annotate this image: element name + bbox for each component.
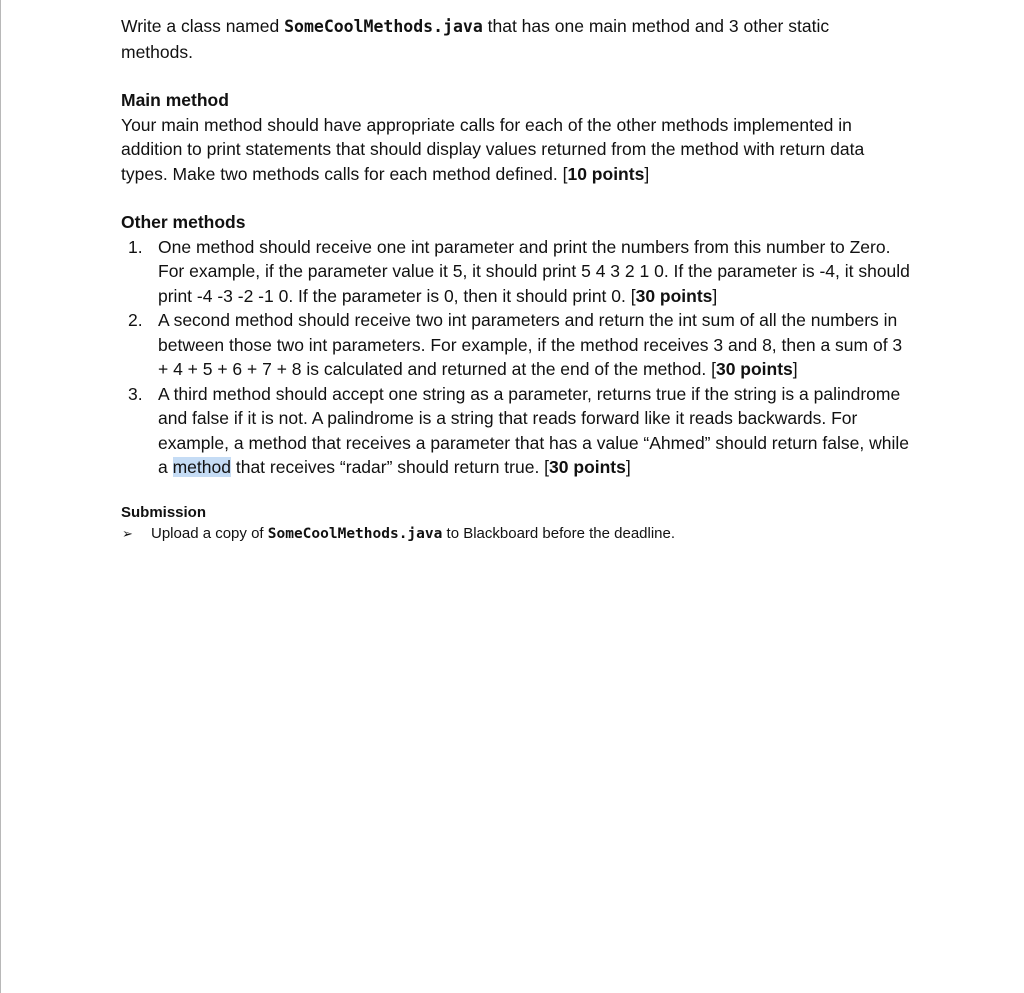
list-item-points: 30 points [635,285,713,306]
main-method-points: 10 points [567,163,645,184]
submission-prefix: Upload a copy of [151,524,268,542]
list-item-text: One method should receive one int parameter and print the numbers from this number to Zero. For example, if the parameter value it 5, it should print 5 4 3 2 1 0. If the parameter is -4, it should print -4 -3 -2 -1 0. If the parameter is 0, then it should print 0. [ [158,236,910,306]
list-item-number: 2. [128,310,143,330]
class-name: SomeCoolMethods.java [284,17,483,36]
submission-suffix: to Blackboard before the deadline. [442,524,676,542]
list-item-points: 30 points [715,359,793,379]
main-method-close: ] [644,163,650,184]
list-item-number: 1. [128,236,143,257]
submission-heading: Submission [121,503,207,521]
highlighted-word[interactable]: method [172,457,231,477]
list-item-close: ] [625,457,631,477]
document-page [121,14,911,545]
list-item [121,382,911,480]
list-item [121,308,911,382]
list-item-text: A second method should receive two int parameters and return the int sum of all the numbers in between those two int parameters. For example, if the method receives 3 and 8, then a sum of 3 + 4 + 5 + 6 + 7 + 8 is calculated and returned at the end of the method. [ [158,310,903,379]
intro-paragraph [121,14,911,64]
intro-suffix-line2: methods. [121,41,193,62]
list-item-text-after: that receives “radar” should return true. [ [230,457,550,477]
main-method-paragraph [121,113,911,187]
main-method-text: Your main method should have appropriate calls for each of the other methods implemented in addition to print statements that should display values returned from the method with return data types. Make two methods calls for each method defined. [ [121,114,865,184]
main-method-heading: Main method [121,90,229,110]
arrow-bullet-icon: ➢ [122,525,133,541]
list-item-close: ] [792,359,798,379]
other-methods-heading: Other methods [121,212,246,232]
submission-section [121,502,911,545]
list-item-points: 30 points [549,457,626,477]
submission-bullet-item [121,523,911,545]
list-item-close: ] [712,285,718,306]
list-item-text: A third method should accept one string as a parameter, returns true if the string is a palindrome and false if it is not. A palindrome is a string that reads forward like it reads backwards. For example, a method that receives a parameter that has a value “Ahmed” should return false, while a [158,383,909,477]
submission-file-name: SomeCoolMethods.java [267,525,443,542]
list-item-number: 3. [128,383,143,404]
page-left-edge [0,0,1,993]
other-methods-list [121,235,911,480]
intro-prefix: Write a class named [121,16,285,36]
list-item [121,235,911,309]
intro-suffix: that has one main method and 3 other static [482,16,830,36]
